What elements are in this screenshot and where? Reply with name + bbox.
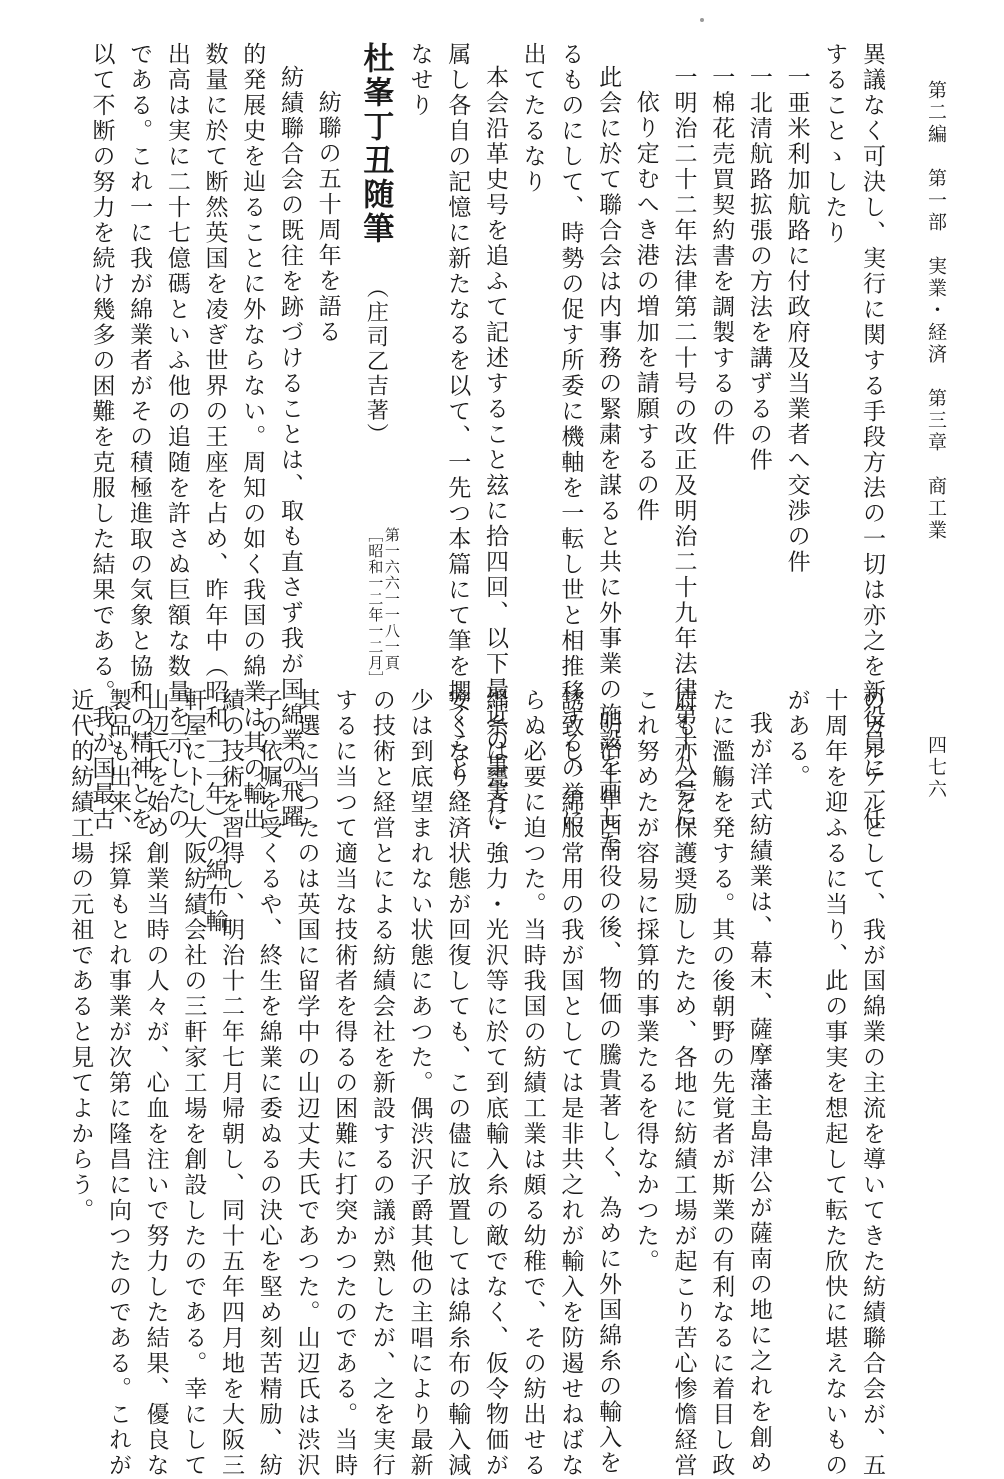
- text-line: がある。: [783, 688, 810, 790]
- text-line: 誘致し、綿服常用の我が国としては是非共之れが輸入を防遏せねばな: [557, 688, 584, 1479]
- page-number: 四七六: [925, 735, 947, 801]
- text-line: 以て不断の努力を続け幾多の困難を克服した結果である。我が国最古: [88, 42, 115, 833]
- text-line: 安くなり経済状態が回復しても、この儘に放置しては綿糸布の輸入減: [444, 688, 471, 1479]
- text-line: 軒屋にトし大阪紡績会社の三軒家工場を創設したのである。幸にして: [180, 688, 207, 1479]
- text-line: の技術と経営とによる紡績会社を新設するの議が熟したが、之を実行: [368, 688, 395, 1479]
- list-item: 一亜米利加航路に付政府及当業者へ交渉の件: [783, 65, 810, 575]
- list-item: 一明治二十二年法律第二十号の改正及明治二十九年法律第十八号に: [670, 65, 697, 830]
- text-line: らぬ必要に迫つた。当時我国の紡績工業は頗る幼稚で、その紡出せる: [519, 688, 546, 1479]
- text-line: るものにして、時勢の促す所委に機軸を一転し世と相推移するの挙に: [557, 42, 584, 833]
- text-line: 製品も出来、採算もとれ事業が次第に隆昌に向つたのである。これが: [104, 688, 131, 1479]
- text-line: 十周年を迎ふるに当り、此の事実を想起して転た欣快に堪えないもの: [821, 688, 848, 1479]
- text-line: 子の依嘱を受くるや、終生を綿業に委ぬるの決心を堅め刻苦精励、紡: [255, 688, 282, 1479]
- text-line: することゝしたり: [821, 42, 848, 246]
- text-line: 綿糸は甕斉・強力・光沢等に於て到底輸入糸の敵でなく、仮令物価が: [481, 688, 508, 1479]
- text-line: 我が洋式紡績業は、幕末、薩摩藩主島津公が薩南の地に之れを創め: [745, 711, 772, 1476]
- text-line: 績の技術を習得し、明治十二年七月帰朝し、同十五年四月地を大阪三: [218, 688, 245, 1479]
- text-line: 的発展史を辿ることに外ならない。周知の如く我国の綿業は其の輸出: [239, 42, 266, 833]
- lower-text-block: [67, 688, 890, 1479]
- essay-heading: [356, 42, 401, 688]
- running-head: 第二編 第一部 実業・経済 第三章 商工業: [925, 80, 947, 542]
- text-line: 山辺氏を始め創業当時の人々が、心血を注いで努力した結果、優良な: [142, 688, 169, 1479]
- essay-subtitle: 紡聯の五十周年を語る: [314, 90, 341, 345]
- essay-author: （庄司乙吉著）: [363, 275, 389, 448]
- essay-source: [367, 457, 400, 687]
- essay-title: 杜峯丁丑随筆: [357, 42, 394, 246]
- text-line: である。これ一に我が綿業者がその積極進取の気象と協和の精神とを: [126, 42, 153, 833]
- text-line: 少は到底望まれない状態にあつた。偶渋沢子爵其他の主唱により最新: [406, 688, 433, 1479]
- text-line: 府も亦之を保護奨励したため、各地に紡績工場が起こり苦心惨憺経営: [670, 688, 697, 1479]
- text-line: 此会に於て聯合会は内事務の緊粛を謀ると共に外事業の施設を画した: [595, 65, 622, 856]
- text-line: 出高は実に二十七億碼といふ他の追随を許さぬ巨額な数量を示したの: [163, 42, 190, 833]
- text-line: 数量に於て断然英国を凌ぎ世界の王座を占め、昨年中（昭和一二年）の綿布輸: [201, 42, 228, 935]
- text-line: 属し各自の記憶に新たなるを以て、一先つ本篇にて筆を擱くことゝ: [444, 42, 471, 807]
- text-line: のカルテルとして、我が国綿業の主流を導いてきた紡績聯合会が、五: [859, 688, 885, 1479]
- text-line: 其選に当つたのは英国に留学中の山辺丈夫氏であつた。山辺氏は渋沢: [293, 688, 320, 1479]
- list-item: 一棉花売買契約書を調製するの件: [708, 65, 735, 448]
- text-line: 明治十年西南役の後、物価の騰貴著しく、為めに外国綿糸の輸入を: [595, 711, 622, 1476]
- text-line: これ努めたが容易に採算的事業たるを得なかつた。: [632, 688, 659, 1275]
- list-item-continued: 依り定むへき港の増加を請願するの件: [632, 90, 659, 524]
- text-line: 紡績聯合会の既往を跡づけることは、取も直さず我が国綿業の飛躍: [276, 65, 303, 830]
- text-line: たに濫觴を発する。其の後朝野の先覚者が斯業の有利なるに着目し政: [708, 688, 735, 1479]
- text-line: なせり: [406, 42, 433, 119]
- text-line: 異議なく可決し、実行に関する手段方法の一切は亦之を新役員に一任: [859, 42, 885, 833]
- text-line: 出てたるなり: [519, 42, 546, 195]
- scan-speck: [700, 18, 704, 22]
- text-line: 近代的紡績工場の元祖であると見てよからう。: [67, 688, 94, 1224]
- list-item: 一北清航路拡張の方法を講ずるの件: [745, 65, 772, 473]
- text-line: 本会沿革史号を追ふて記述すること玆に拾四回、以下最近の事実に: [481, 65, 508, 830]
- essay-source-pages: 第一六六一一八一頁: [382, 527, 401, 672]
- essay-source-date: ［昭和一二年一二月］: [366, 527, 385, 688]
- text-line: するに当つて適当な技術者を得るの困難に打突かつたのである。当時: [331, 688, 358, 1479]
